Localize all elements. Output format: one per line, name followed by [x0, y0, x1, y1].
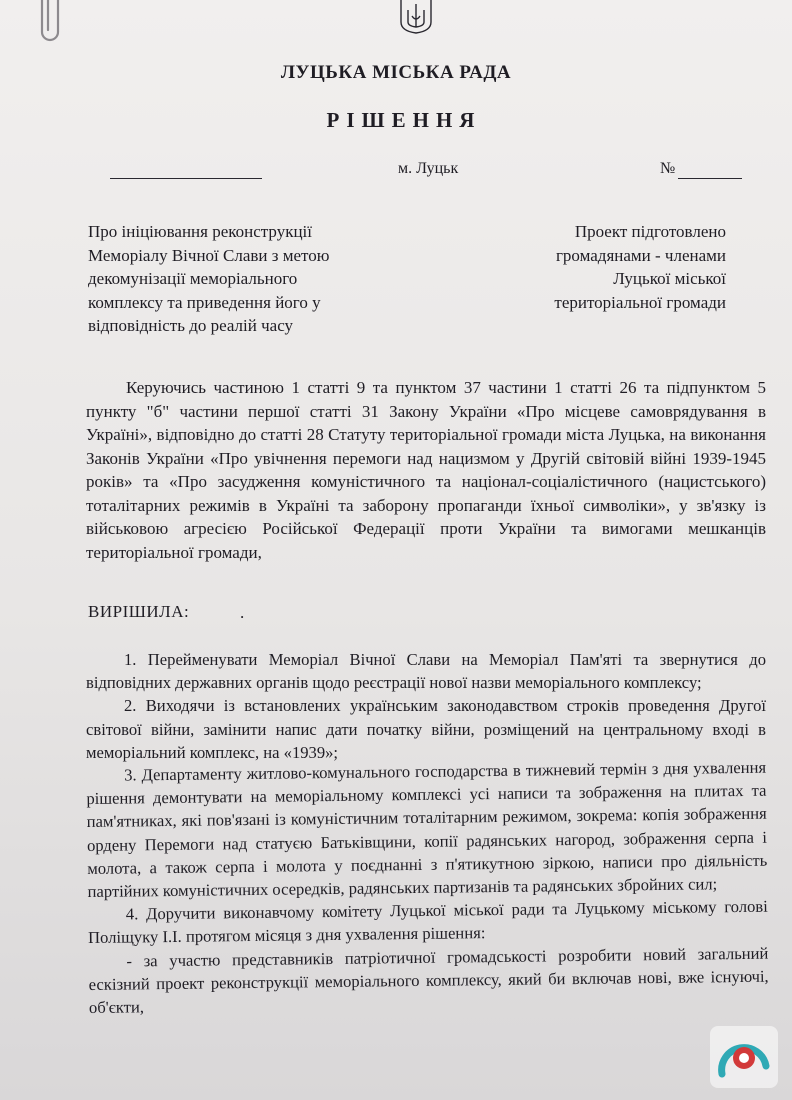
number-label: № — [660, 160, 676, 177]
decision-item-1: 1. Перейменувати Меморіал Вічної Слави на Меморіал Пам'яті та звернутися до відповідних державних органів щодо реєстрації нової назви меморіального комплексу; — [86, 650, 766, 693]
prepared-line: територіальної громади — [554, 292, 726, 312]
decision-title: РІШЕННЯ — [326, 108, 482, 132]
decision-item-4-subitem: - за участю представників патріотичної громадськості розробити новий загальний ескізний проект реконструкції меморіального комплексу, який би включав нові, вже існуючі, об'єкти, — [88, 943, 769, 1018]
paperclip-icon — [30, 0, 68, 46]
resolved-heading: ВИРІШИЛА: — [88, 602, 190, 621]
council-title: ЛУЦЬКА МІСЬКА РАДА — [280, 62, 512, 83]
subject-line: Про ініціювання реконструкції — [88, 222, 313, 241]
prepared-line: громадянами - членами — [555, 245, 726, 265]
city-label: м. Луцьк — [398, 160, 459, 177]
decision-item-4: 4. Доручити виконавчому комітету Луцької міської ради та Луцькому міському голові Поліщуку І.І. протягом місяця з дня ухвалення рішення: — [88, 896, 768, 948]
subject-line: комплексу та приведення його у — [88, 292, 321, 312]
document-meta-row — [0, 160, 792, 184]
stray-dot: . — [240, 603, 245, 622]
decision-items — [86, 648, 769, 1019]
subject-line: Меморіалу Вічної Слави з метою — [88, 245, 330, 265]
channel-logo-icon — [708, 1024, 780, 1090]
date-blank-line — [110, 178, 262, 179]
decision-item-2: 2. Виходячи із встановлених українським законодавством строків проведення Другої світової війни, замінити напис дати початку війни, розміщений на центральному вході в меморіальний комплекс, на «1939»; — [86, 696, 766, 762]
prepared-line: Проект підготовлено — [574, 222, 726, 241]
decision-item-3: 3. Департаменту житлово-комунального господарства в тижневий термін з дня ухвалення рішення демонтувати на меморіальному комплексі усі написи та зображення на плитах та пам'ятниках, які пов'язані із комуністичним тоталітарним режимом, зокрема: копія зображення ордену Перемоги над статуєю Батьківщини, копії радянських нагород, зображення серпа і молота, а також серпа і молота у поєднанні з п'ятикутною зіркою, написи про діяльність партійних комуністичних осередків, радянських партизанів та радянських збройних сил; — [86, 757, 768, 902]
prepared-by-note — [510, 220, 726, 314]
prepared-line: Луцької міської — [613, 269, 726, 288]
decision-subject — [88, 220, 388, 338]
number-blank-line — [678, 178, 742, 179]
subject-line: відповідність до реалій часу — [88, 316, 294, 335]
preamble-paragraph: Керуючись частиною 1 статті 9 та пунктом 37 частини 1 статті 26 та підпунктом 5 пункту "б" частини першої статті 31 Закону України «Про місцеве самоврядування в Україні», відповідно до статті 28 Статуту територіальної громади міста Луцька, на виконання Законів України «Про увічнення перемоги над нацизмом у Другій світовій війні 1939-1945 років» та «Про засудження комуністичного та націонал-соціалістичного (нацистського) тоталітарних режимів в Україні та заборону пропаганди їхньої символіки», у зв'язку із військовою агресією Російської Федерації проти України та вимогами мешканців територіальної громади, — [86, 378, 766, 562]
decision-items-tilted — [86, 756, 769, 1020]
subject-line: декомунізації меморіального — [88, 269, 298, 288]
trident-emblem-icon — [396, 0, 436, 34]
